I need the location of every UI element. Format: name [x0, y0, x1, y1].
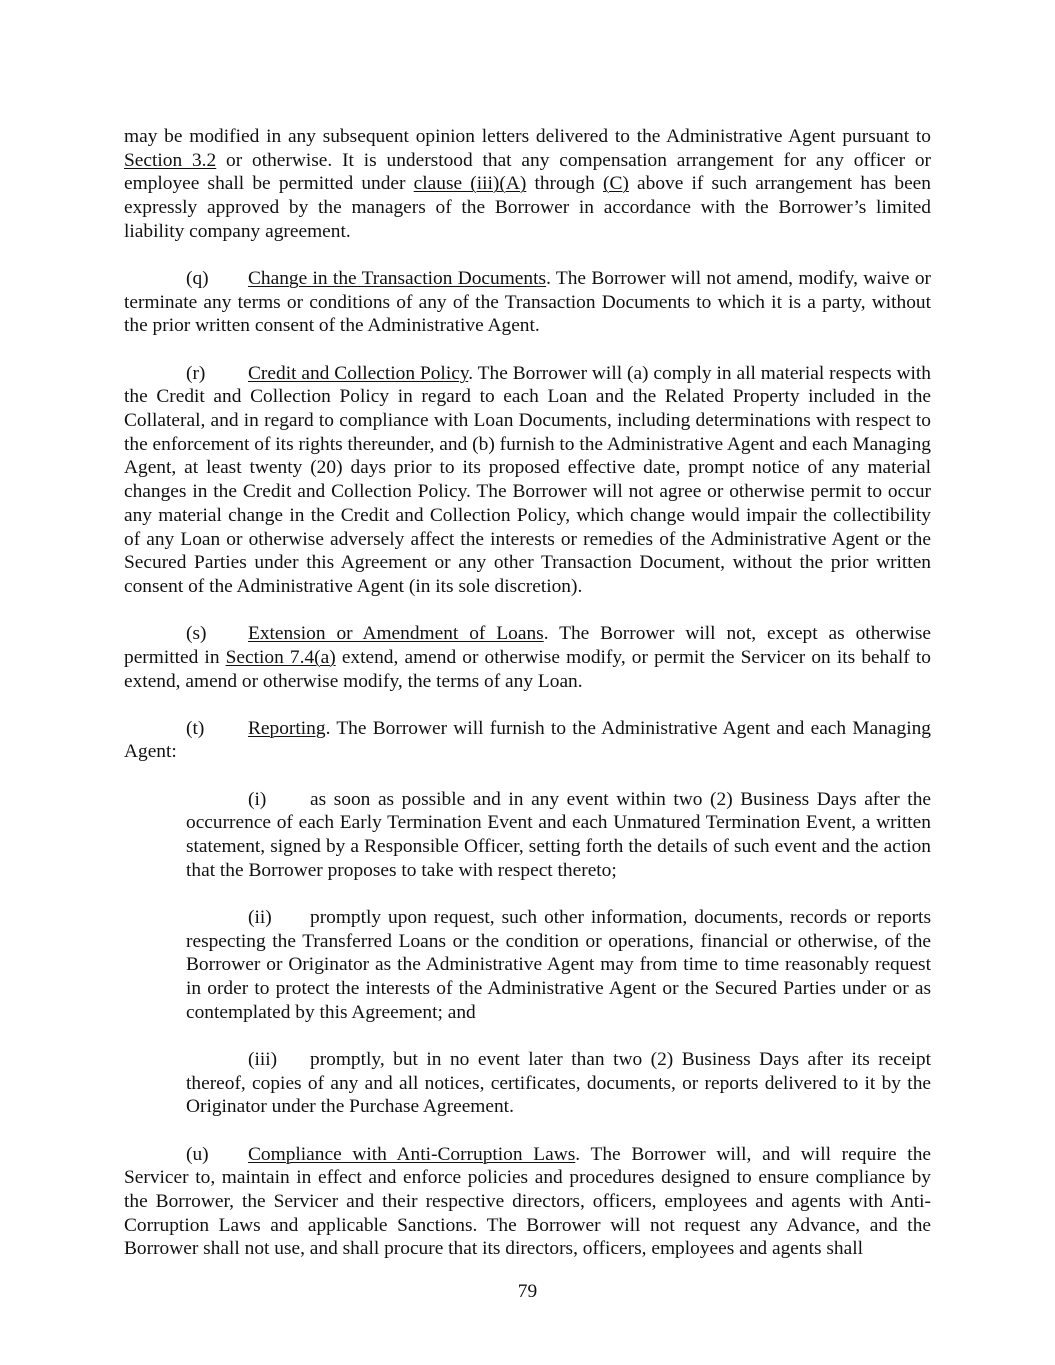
- subsection-t-i: (i) as soon as possible and in any event within two (2) Business Days after the occurrence of each Early Termination Event and each Unmatured Termination Event, a written statement, signed by a Responsible Officer, setting forth the details of such event and the action that the Borrower proposes to take with respect thereto;: [186, 788, 931, 881]
- subsection-t-ii: (ii) promptly upon request, such other information, documents, records or reports respecting the Transferred Loans or the condition or operations, financial or otherwise, of the Borrower or Originator as the Administrative Agent may from time to time reasonably request in order to protect the interests of the Administrative Agent or the Secured Parties under or as contemplated by this Agreement; and: [186, 906, 931, 1023]
- item-marker: (ii): [248, 906, 272, 928]
- item-marker: (r): [186, 362, 206, 384]
- section-heading: Credit and Collection Policy: [248, 362, 469, 384]
- section-heading: Change in the Transaction Documents: [248, 268, 547, 290]
- clause-reference-link: (C): [602, 173, 629, 195]
- item-marker: (q): [186, 268, 209, 290]
- section-u: (u) Compliance with Anti-Corruption Laws. The Borrower will, and will require the Servicer to, maintain in effect and enforce policies and procedures designed to ensure compliance by the Borrower, the Servicer and their respective directors, officers, employees and agents with Anti-Corruption Laws and applicable Sanctions. The Borrower will not request any Advance, and the Borrower shall not use, and shall procure that its directors, officers, employees and agents shall: [124, 1143, 931, 1260]
- subsection-t-iii: (iii) promptly, but in no event later than two (2) Business Days after its receipt thereof, copies of any and all notices, certificates, documents, or reports delivered to it by the Originator under the Purchase Agreement.: [186, 1049, 931, 1118]
- clause-reference-link: clause (iii)(A): [413, 173, 527, 195]
- section-reference-link: Section 3.2: [124, 149, 217, 171]
- section-s: (s) Extension or Amendment of Loans. The Borrower will not, except as otherwise permitted in Section 7.4(a) extend, amend or otherwise modify, or permit the Servicer on its behalf to extend, amend or otherwise modify, the terms of any Loan.: [124, 623, 931, 692]
- item-marker: (s): [186, 623, 207, 645]
- section-heading: Reporting: [248, 717, 326, 739]
- section-heading: Compliance with Anti-Corruption Laws: [248, 1143, 576, 1165]
- page-number: 79: [517, 1281, 538, 1302]
- item-marker: (u): [186, 1143, 209, 1165]
- section-q: (q) Change in the Transaction Documents. The Borrower will not amend, modify, waive or terminate any terms or conditions of any of the Transaction Documents to which it is a party, without the prior written consent of the Administrative Agent.: [124, 268, 931, 337]
- section-reference-link: Section 7.4(a): [225, 646, 336, 668]
- item-marker: (t): [186, 717, 205, 739]
- section-r: (r) Credit and Collection Policy. The Borrower will (a) comply in all material respects with the Credit and Collection Policy in regard to each Loan and the Related Property included in the Collateral, and in regard to compliance with Loan Documents, including determinations with respect to the enforcement of its rights thereunder, and (b) furnish to the Administrative Agent and each Managing Agent, at least twenty (20) days prior to its proposed effective date, prompt notice of any material changes in the Credit and Collection Policy. The Borrower will not agree or otherwise permit to occur any material change in the Credit and Collection Policy, which change would impair the collectibility of any Loan or otherwise adversely affect the interests or remedies of the Administrative Agent or the Secured Parties under this Agreement or any other Transaction Document, without the prior written consent of the Administrative Agent (in its sole discretion).: [124, 362, 932, 597]
- section-t: (t) Reporting. The Borrower will furnish to the Administrative Agent and each Managing Agent:: [124, 717, 931, 763]
- item-marker: (i): [248, 788, 267, 810]
- continuation-paragraph: may be modified in any subsequent opinion letters delivered to the Administrative Agent pursuant to Section 3.2 or otherwise. It is understood that any compensation arrangement for any officer or employee shall be permitted under clause (iii)(A) through (C) above if such arrangement has been expressly approved by the managers of the Borrower in accordance with the Borrower’s limited liability company agreement.: [124, 126, 931, 242]
- document-page: [124, 125, 931, 1285]
- item-marker: (iii): [248, 1049, 278, 1070]
- section-heading: Extension or Amendment of Loans: [248, 623, 544, 645]
